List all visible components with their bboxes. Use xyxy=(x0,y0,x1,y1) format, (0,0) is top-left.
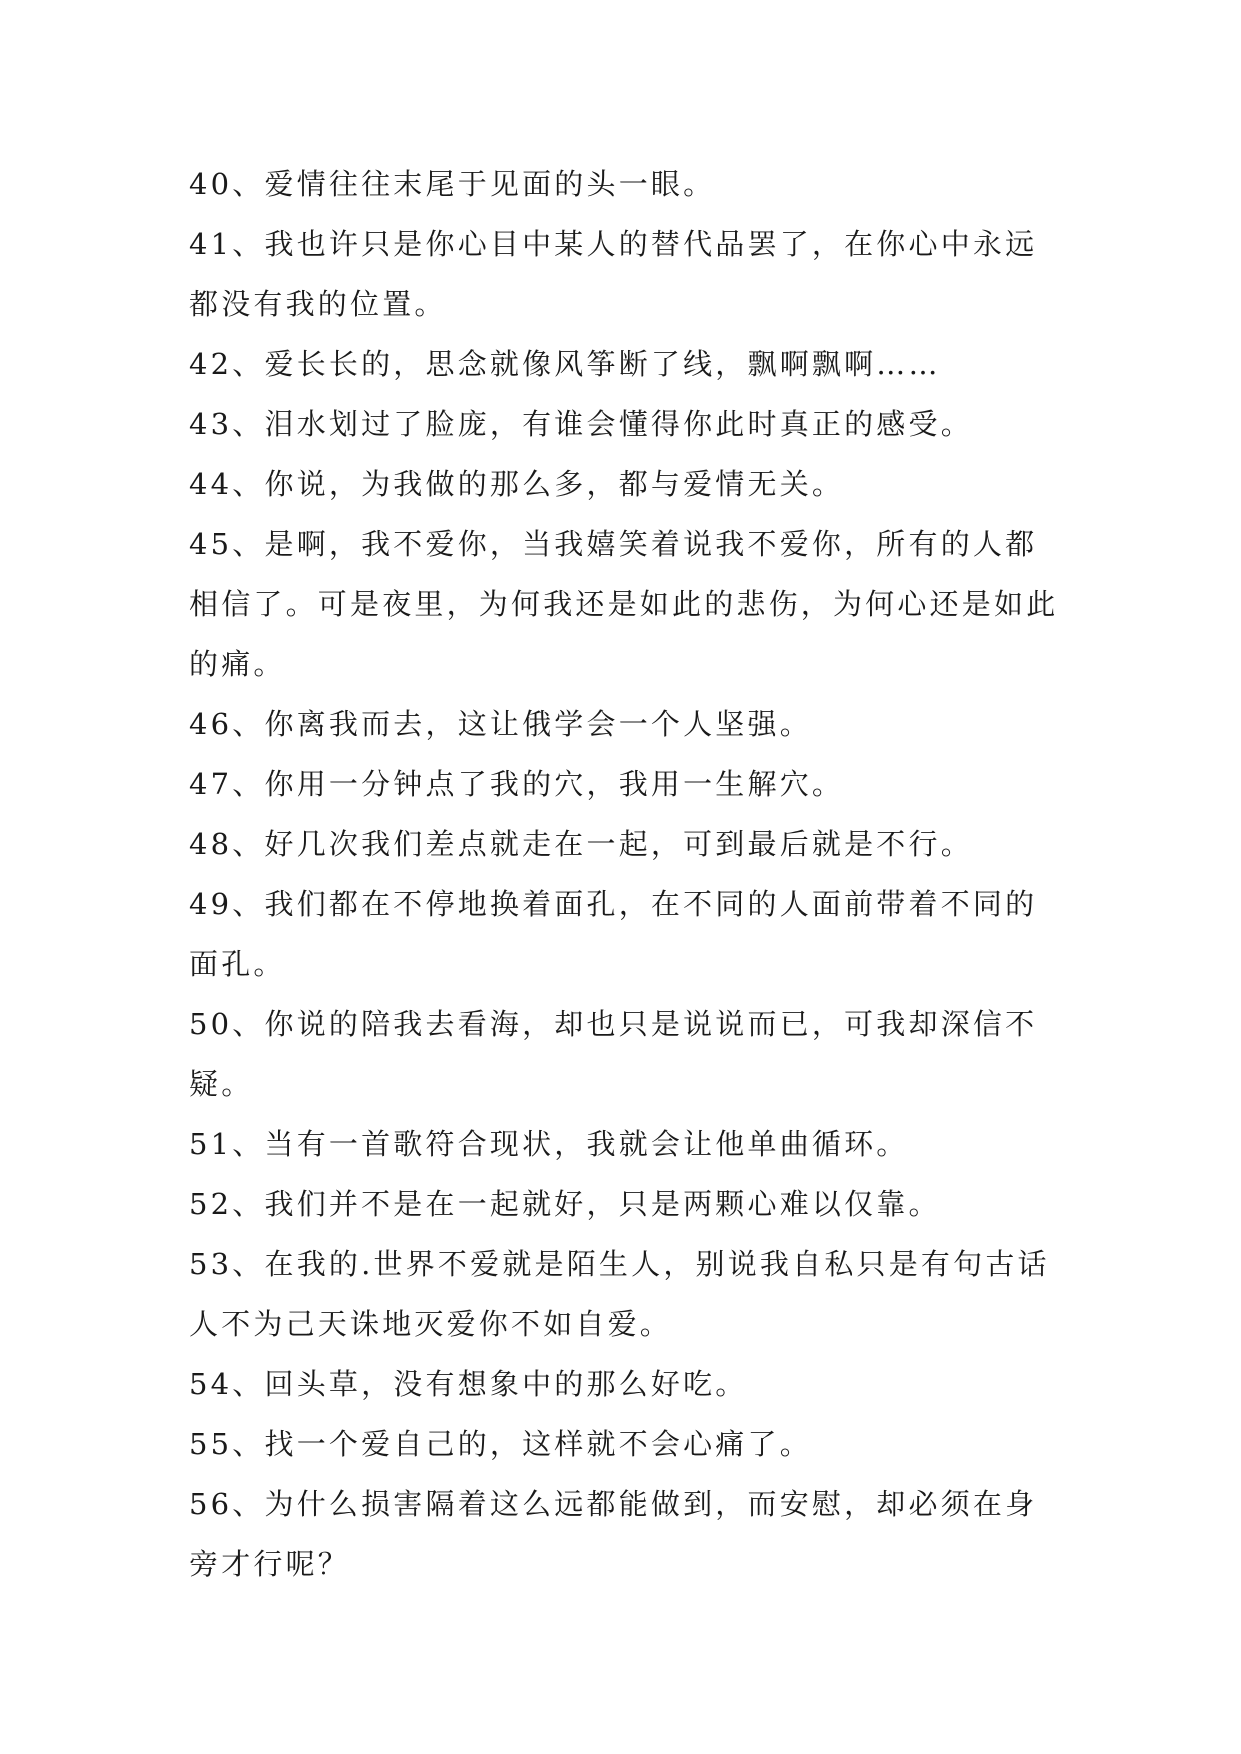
paragraph-43: 43、泪水划过了脸庞，有谁会懂得你此时真正的感受。 xyxy=(189,407,973,441)
paragraph-48: 48、好几次我们差点就走在一起，可到最后就是不行。 xyxy=(189,827,973,861)
paragraph-46: 46、你离我而去，这让俄学会一个人坚强。 xyxy=(189,707,812,741)
paragraph-51: 51、当有一首歌符合现状，我就会让他单曲循环。 xyxy=(189,1127,909,1161)
paragraph-41: 41、我也许只是你心目中某人的替代品罢了，在你心中永远都没有我的位置。 xyxy=(189,227,1038,321)
paragraph-40: 40、爱情往往末尾于见面的头一眼。 xyxy=(189,167,716,201)
paragraph-45: 45、是啊，我不爱你，当我嬉笑着说我不爱你，所有的人都相信了。可是夜里，为何我还是如此的悲伤，为何心还是如此的痛。 xyxy=(189,527,1059,681)
paragraph-50: 50、你说的陪我去看海，却也只是说说而已，可我却深信不疑。 xyxy=(189,1007,1038,1101)
document-body xyxy=(189,154,1059,1594)
paragraph-56: 56、为什么损害隔着这么远都能做到，而安慰，却必须在身旁才行呢？ xyxy=(189,1487,1038,1581)
paragraph-42: 42、爱长长的，思念就像风筝断了线，飘啊飘啊…… xyxy=(189,347,941,381)
paragraph-52: 52、我们并不是在一起就好，只是两颗心难以仅靠。 xyxy=(189,1187,941,1221)
paragraph-54: 54、回头草，没有想象中的那么好吃。 xyxy=(189,1367,748,1401)
paragraph-53: 53、在我的.世界不爱就是陌生人，别说我自私只是有句古话人不为己天诛地灭爱你不如自爱。 xyxy=(189,1247,1050,1341)
paragraph-44: 44、你说，为我做的那么多，都与爱情无关。 xyxy=(189,467,845,501)
paragraph-55: 55、找一个爱自己的，这样就不会心痛了。 xyxy=(189,1427,812,1461)
paragraph-49: 49、我们都在不停地换着面孔，在不同的人面前带着不同的面孔。 xyxy=(189,887,1038,981)
paragraph-47: 47、你用一分钟点了我的穴，我用一生解穴。 xyxy=(189,767,845,801)
